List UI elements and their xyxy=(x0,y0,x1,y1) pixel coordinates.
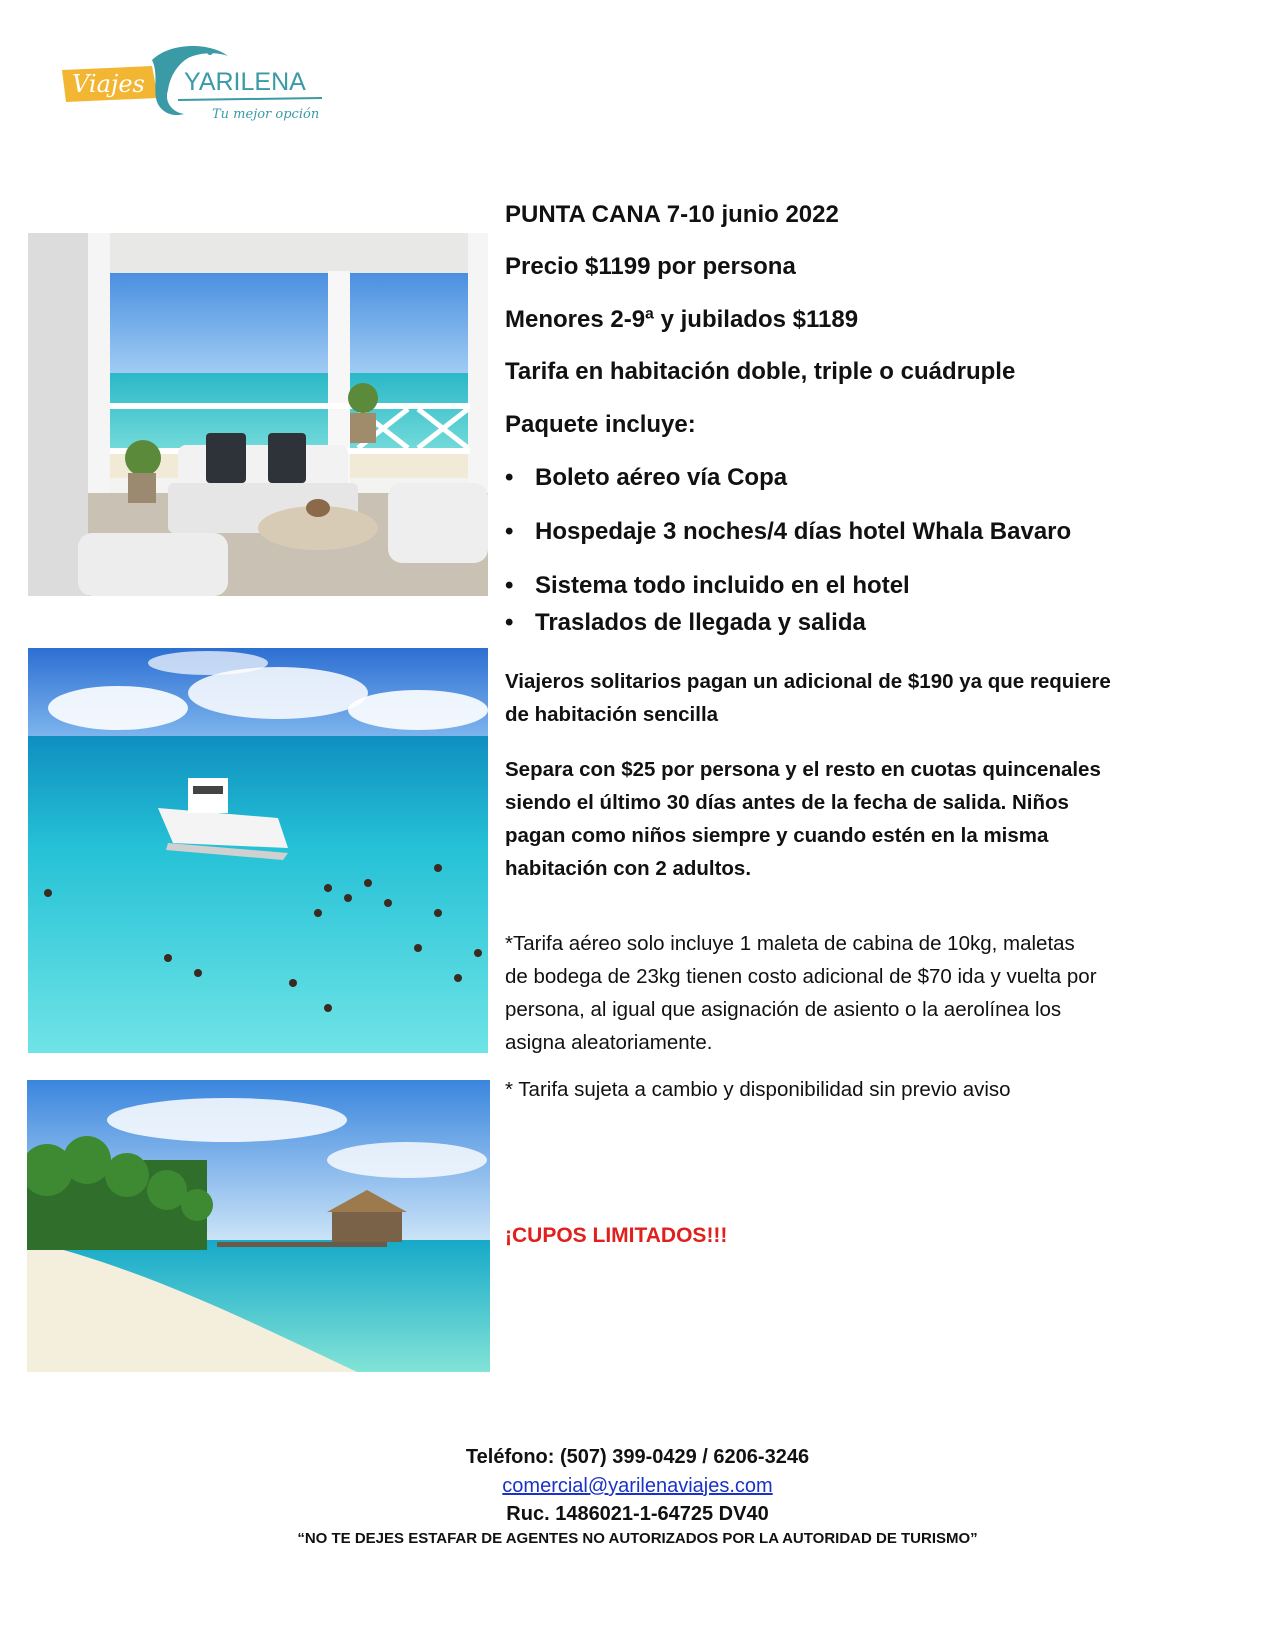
text-line: de habitación sencilla xyxy=(505,703,719,726)
offer-minors-price: Menores 2-9ª y jubilados $1189 xyxy=(505,306,859,333)
contact-phone: Teléfono: (507) 399-0429 / 6206-3246 xyxy=(465,1446,810,1468)
include-item-hotel: Hospedaje 3 noches/4 días hotel Whala Bavaro xyxy=(535,518,1072,545)
solo-travelers-note xyxy=(505,665,1185,731)
limited-spots-alert: ¡CUPOS LIMITADOS!!! xyxy=(505,1224,728,1247)
brand-logo xyxy=(60,40,330,125)
logo-tagline: Tu mejor opción xyxy=(212,107,320,122)
offer-room-rate: Tarifa en habitación doble, triple o cuádruple xyxy=(505,358,1016,385)
dolphin-logo-icon xyxy=(60,40,330,125)
include-item-transfers: Traslados de llegada y salida xyxy=(535,609,866,636)
bullet-icon: • xyxy=(505,609,514,636)
terrace-ocean-view-photo xyxy=(28,233,488,596)
contact-email-link[interactable]: comercial@yarilenaviajes.com xyxy=(502,1475,773,1497)
offer-title: PUNTA CANA 7-10 junio 2022 xyxy=(505,201,839,228)
text-line: pagan como niños siempre y cuando estén en la misma xyxy=(505,824,1049,847)
text-line: habitación con 2 adultos. xyxy=(505,857,752,880)
logo-word-viajes: Viajes xyxy=(72,70,145,98)
text-line: de bodega de 23kg tienen costo adicional de $70 ida y vuelta por xyxy=(505,965,1097,988)
availability-note: * Tarifa sujeta a cambio y disponibilidad sin previo aviso xyxy=(505,1078,1011,1101)
airfare-baggage-note xyxy=(505,927,1185,1059)
text-line: *Tarifa aéreo solo incluye 1 maleta de cabina de 10kg, maletas xyxy=(505,932,1075,955)
list-item xyxy=(505,464,787,492)
list-item xyxy=(505,518,1071,546)
includes-heading: Paquete incluye: xyxy=(505,411,696,438)
list-item xyxy=(505,572,910,600)
bullet-icon: • xyxy=(505,572,514,599)
text-line: persona, al igual que asignación de asiento o la aerolínea los xyxy=(505,998,1062,1021)
text-line: siendo el último 30 días antes de la fecha de salida. Niños xyxy=(505,791,1069,814)
text-line: asigna aleatoriamente. xyxy=(505,1031,713,1054)
text-line: Separa con $25 por persona y el resto en cuotas quincenales xyxy=(505,758,1101,781)
include-item-flight: Boleto aéreo vía Copa xyxy=(535,464,788,491)
logo-word-yarilena: YARILENA xyxy=(184,68,306,96)
offer-price: Precio $1199 por persona xyxy=(505,253,796,280)
bullet-icon: • xyxy=(505,464,514,491)
include-item-all-inclusive: Sistema todo incluido en el hotel xyxy=(535,572,910,599)
catamaran-turquoise-sea-photo xyxy=(28,648,488,1053)
company-ruc: Ruc. 1486021-1-64725 DV40 xyxy=(506,1503,769,1525)
deposit-terms xyxy=(505,753,1185,885)
text-line: Viajeros solitarios pagan un adicional de $190 ya que requiere xyxy=(505,670,1111,693)
list-item xyxy=(505,609,866,637)
palm-beach-pier-photo xyxy=(27,1080,490,1372)
fraud-warning: “NO TE DEJES ESTAFAR DE AGENTES NO AUTORIZADOS POR LA AUTORIDAD DE TURISMO” xyxy=(297,1530,978,1547)
bullet-icon: • xyxy=(505,518,514,545)
